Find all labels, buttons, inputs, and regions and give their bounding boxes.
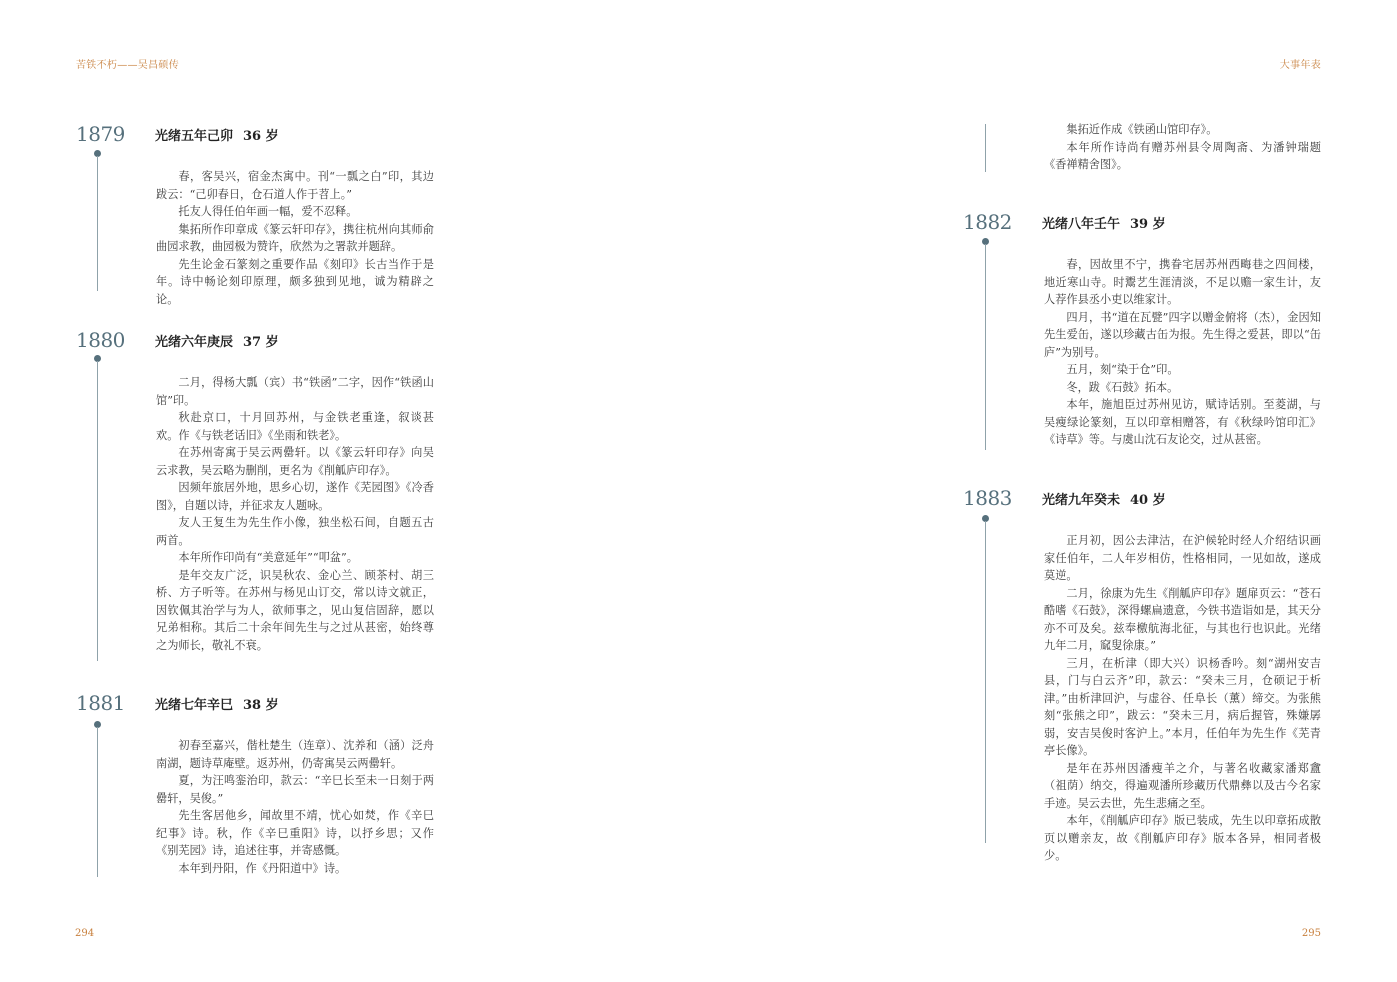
paragraph: 正月初，因公去津沽，在沪候轮时经人介绍结识画家任伯年，二人年岁相仿，性格相同，一见如故，遂成莫逆。 [1044,534,1321,582]
timeline-line [97,156,98,291]
entry-heading [155,125,279,144]
paragraph: 先生客居他乡，闻故里不靖，忧心如焚，作《辛巳纪事》诗。秋，作《辛巳重阳》诗，以抒乡思；又作《别芜园》诗，追述往事，并寄感慨。 [156,809,434,857]
paragraph: 先生论金石篆刻之重要作品《刻印》长古当作于是年。诗中畅论刻印原理，颇多独到见地，诚为精辟之论。 [156,257,434,306]
era-title: 光绪六年庚辰 [155,335,234,350]
age-label: 40 岁 [1130,493,1166,508]
year-label: 1883 [963,486,1012,510]
paragraph: 本年，施旭臣过苏州见访，赋诗话别。至菱湖，与吴瘦绿论篆刻，互以印章相赠答，有《秋绿吟馆印汇》《诗草》等。与虞山沈石友论交，过从甚密。 [1044,398,1321,446]
paragraph: 四月，书“道在瓦甓”四字以赠金俯将（杰），金因知先生爱缶，遂以珍藏古缶为报。先生得之爱甚，即以“缶庐”为别号。 [1044,310,1321,359]
paragraph: 春，因故里不宁，携眷宅居苏州西畮巷之四间楼，地近寒山寺。时鬻艺生涯清淡，不足以赡一家生计，友人荐作县丞小吏以维家计。 [1044,258,1321,306]
entry-heading [155,331,279,350]
paragraph: 夏，为汪鸣銮治印，款云：“辛巳长至未一日刻于两罍轩，吴俊。” [156,774,434,805]
paragraph: 本年所作印尚有“美意延年”“叩盆”。 [178,551,358,564]
year-label: 1879 [76,122,125,146]
age-label: 38 岁 [243,698,279,713]
paragraph: 秋赴京口，十月回苏州，与金铁老重逢，叙谈甚欢。作《与铁老话旧》《坐雨和铁老》。 [156,411,434,442]
paragraph: 五月，刻“染于仓”印。 [1066,363,1179,376]
paragraph: 在苏州寄寓于吴云两罍轩。以《篆云轩印存》向吴云求教，吴云略为删削，更名为《削觚庐印存》。 [156,446,434,477]
timeline-line [985,244,986,450]
paragraph: 集拓所作印章成《篆云轩印存》，携往杭州向其师俞曲园求教，曲园极为赞许，欣然为之署款并题辞。 [156,222,434,253]
paragraph: 集拓近作成《铁函山馆印存》。 [1066,123,1218,136]
paragraph: 二月，得杨大瓢（宾）书“铁函”二字，因作“铁函山馆”印。 [156,376,434,407]
paragraph: 初春至嘉兴，偕杜楚生（连章）、沈养和（涵）泛舟南湖，题诗草庵壁。返苏州，仍寄寓吴云两罍轩。 [156,739,434,770]
year-label: 1882 [963,210,1012,234]
age-label: 39 岁 [1130,217,1166,232]
paragraph: 友人王复生为先生作小像，独坐松石间，自题五古两首。 [156,516,434,547]
entry-body [156,737,434,877]
entry-body [156,168,434,308]
paragraph: 本年所作诗尚有赠苏州县令周陶斋、为潘钟瑞题《香禅精舍图》。 [1044,140,1321,171]
left-page [0,0,698,982]
entry-heading [1042,213,1166,232]
year-label: 1880 [76,328,125,352]
page-number-right: 295 [1301,928,1321,939]
paragraph: 三月，在析津（即大兴）识杨香吟。刻“湖州安吉县，门与白云齐”印，款云：“癸未三月，仓硕记于析津。”由析津回沪，与虚谷、任阜长（薰）缔交。为张熊刻“张熊之印”，跋云：“癸未三月，病后握管，殊嫌孱弱，安吉吴俊时客沪上。”本月，任伯年为先生作《芜青亭长像》。 [1044,656,1321,757]
paragraph: 冬，跋《石鼓》拓本。 [1066,380,1179,394]
paragraph: 二月，徐康为先生《削觚庐印存》题扉页云：“苍石酷嗜《石鼓》，深得螺扁遗意，今铁书造诣如是，其天分亦不可及矣。兹奉檄航海北征，与其也行也识此。光绪九年二月，窳叟徐康。” [1044,586,1321,652]
entry-heading [155,694,279,713]
era-title: 光绪五年己卯 [155,129,234,144]
paragraph: 因频年旅居外地，思乡心切，遂作《芜园图》《冷香图》，自题以诗，并征求友人题咏。 [156,481,434,512]
era-title: 光绪八年壬午 [1042,217,1121,232]
running-head-left: 苦铁不朽——吴昌硕传 [76,60,179,71]
age-label: 36 岁 [243,129,279,144]
paragraph: 是年在苏州因潘瘦羊之介，与著名收藏家潘郑盦（祖荫）纳交，得遍观潘所珍藏历代鼎彝以及古今名家手迹。吴云去世，先生悲痛之至。 [1044,761,1321,810]
paragraph: 是年交友广泛，识吴秋农、金心兰、顾茶村、胡三桥、方子听等。在苏州与杨见山订交，常以诗文就正，因钦佩其治学与为人，欲师事之，见山复信固辞，愿以兄弟相称。其后二十余年间先生与之过从甚密，始终尊之为师长，敬礼不衰。 [156,568,434,652]
entry-body [156,374,434,654]
age-label: 37 岁 [243,335,279,350]
year-label: 1881 [76,691,125,715]
paragraph: 本年到丹阳，作《丹阳道中》诗。 [178,861,347,875]
paragraph: 春，客吴兴，宿金杰寓中。刊“一瓢之白”印，其边跋云：“己卯春日，仓石道人作于苕上。” [156,170,434,201]
paragraph: 本年，《削觚庐印存》版已装成，先生以印章拓成散页以赠亲友，故《削觚庐印存》版本各异，相同者极少。 [1044,814,1321,862]
right-page [698,0,1397,982]
page-number-left: 294 [75,928,95,939]
running-head-right: 大事年表 [1279,60,1321,71]
entry-body [1044,532,1321,865]
entry-body [1044,121,1321,174]
timeline-line [97,361,98,661]
entry-body [1044,256,1321,449]
timeline-line [985,521,986,843]
timeline-line [97,727,98,877]
era-title: 光绪九年癸未 [1042,493,1121,508]
era-title: 光绪七年辛巳 [155,698,234,713]
timeline-line [985,124,986,172]
entry-heading [1042,489,1166,508]
paragraph: 托友人得任伯年画一幅，爱不忍释。 [178,205,358,218]
